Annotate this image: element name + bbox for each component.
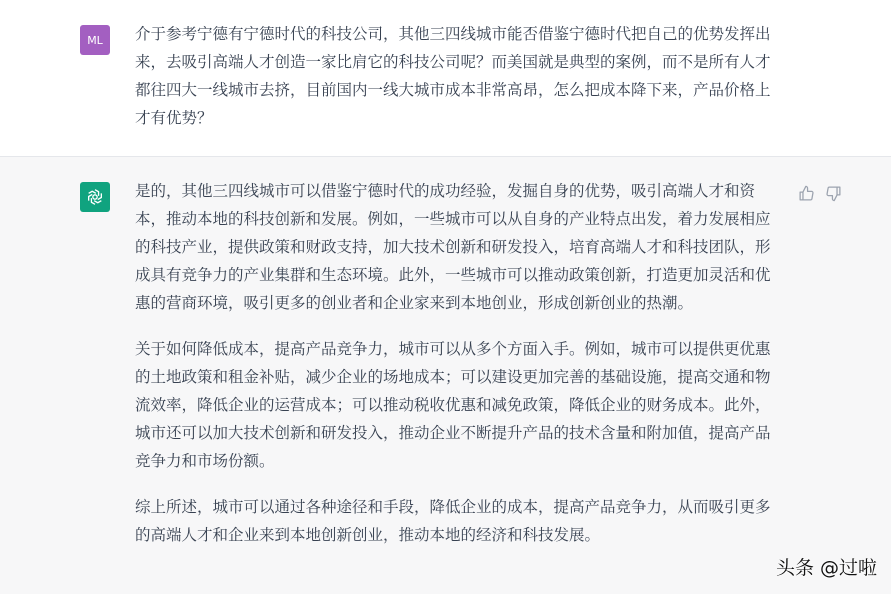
thumbs-up-icon[interactable] [798, 185, 815, 202]
user-avatar-initials: ML [87, 33, 103, 47]
assistant-paragraph-2: 关于如何降低成本，提高产品竞争力，城市可以从多个方面入手。例如，城市可以提供更优惠的土地政策和租金补贴，减少企业的场地成本；可以建设更加完善的基础设施，提高交通和物流效率，降低企业的运营成本；可以推动税收优惠和减免政策，降低企业的财务成本。此外，城市还可以加大技术创新和研发投入，推动企业不断提升产品的技术含量和附加值，提高产品竞争力和市场份额。 [135, 340, 771, 470]
assistant-paragraph-1: 是的，其他三四线城市可以借鉴宁德时代的成功经验，发掘自身的优势，吸引高端人才和资本，推动本地的科技创新和发展。例如，一些城市可以从自身的产业特点出发，着力发展相应的科技产业，提供政策和财政支持，加大技术创新和研发投入，培育高端人才和科技团队，形成具有竞争力的产业集群和生态环境。此外，一些城市可以推动政策创新，打造更加灵活和优惠的营商环境，吸引更多的创业者和企业家来到本地创业，形成创新创业的热潮。 [135, 182, 771, 312]
assistant-message-block [0, 157, 891, 594]
user-message-block [0, 0, 891, 157]
assistant-message-text [135, 177, 775, 567]
assistant-paragraph-3: 综上所述，城市可以通过各种途径和手段，降低企业的成本，提高产品竞争力，从而吸引更多的高端人才和企业来到本地创新创业，推动本地的经济和科技发展。 [135, 498, 771, 544]
feedback-actions [798, 185, 842, 202]
openai-logo-icon [80, 182, 110, 212]
user-message-text: 介于参考宁德有宁德时代的科技公司，其他三四线城市能否借鉴宁德时代把自己的优势发挥出来，去吸引高端人才创造一家比肩它的科技公司呢？而美国就是典型的案例，而不是所有人才都往四大一线城市去挤，目前国内一线大城市成本非常高昂，怎么把成本降下来，产品价格上才有优势？ [135, 25, 771, 127]
thumbs-down-icon[interactable] [825, 185, 842, 202]
watermark: 头条 @过啦 [775, 557, 877, 579]
user-avatar [80, 25, 110, 55]
